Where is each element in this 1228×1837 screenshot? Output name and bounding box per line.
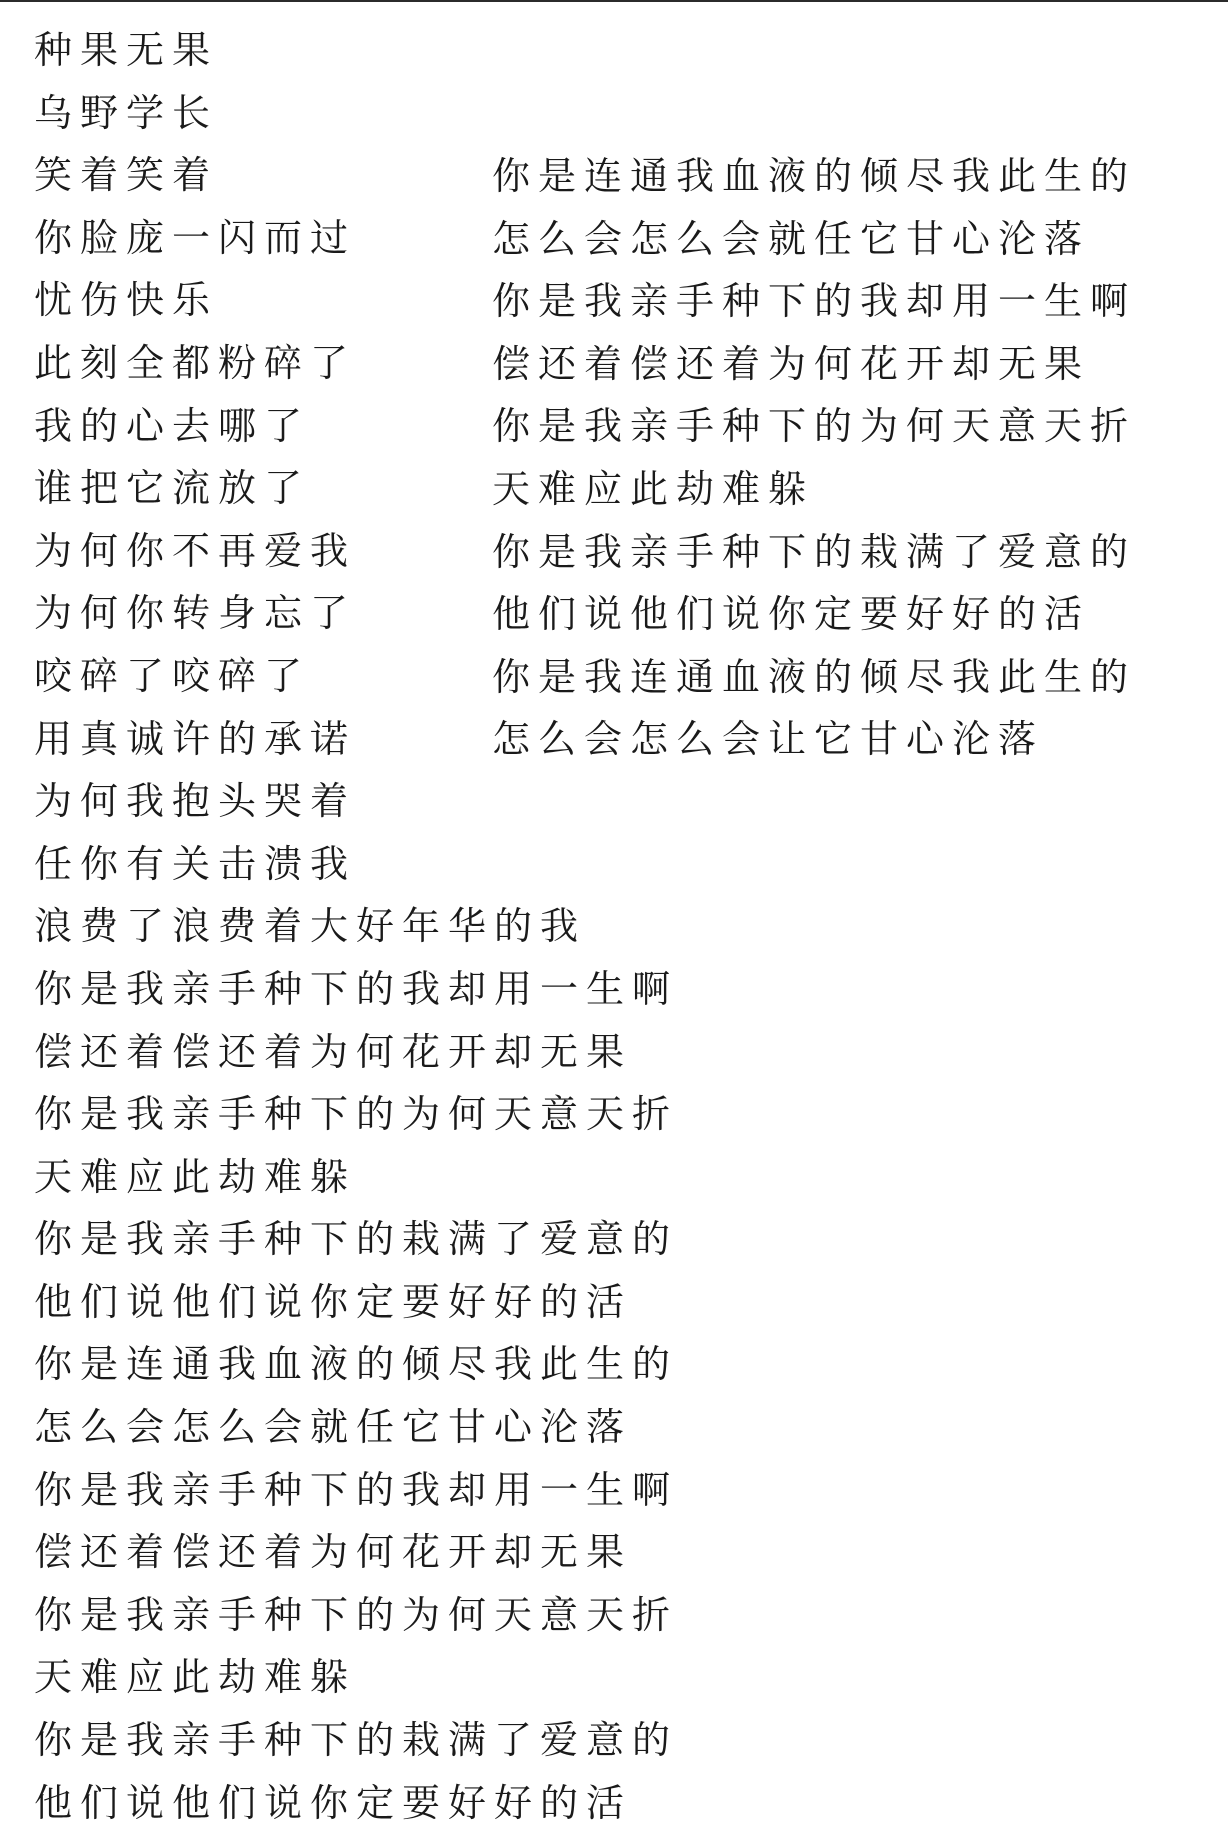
lyric-line: 天难应此劫难躲 <box>34 1655 357 1700</box>
lyric-line: 你是我亲手种下的为何天意天折 <box>34 1592 679 1637</box>
lyric-line: 你是我亲手种下的我却用一生啊 <box>34 1467 679 1512</box>
lyric-line: 你是我亲手种下的为何天意天折 <box>34 1092 679 1137</box>
lyric-line: 乌野学长 <box>34 90 219 135</box>
lyric-line: 浪费了浪费着大好年华的我 <box>34 904 587 949</box>
lyric-line: 谁把它流放了 <box>34 466 311 511</box>
lyric-line: 咬碎了咬碎了 <box>34 653 311 698</box>
lyric-line: 此刻全都粉碎了 <box>34 340 357 385</box>
lyric-line: 他们说他们说你定要好好的活 <box>34 1780 633 1825</box>
lyric-line: 怎么会怎么会就任它甘心沦落 <box>492 216 1091 261</box>
lyric-line: 你是我亲手种下的栽满了爱意的 <box>34 1217 679 1262</box>
lyric-line: 我的心去哪了 <box>34 403 311 448</box>
lyric-line: 你是我亲手种下的我却用一生啊 <box>34 966 679 1011</box>
lyric-line: 你是我连通血液的倾尽我此生的 <box>492 654 1137 699</box>
lyric-line: 偿还着偿还着为何花开却无果 <box>492 341 1091 386</box>
lyric-line: 你是连通我血液的倾尽我此生的 <box>492 154 1137 198</box>
lyric-line: 他们说他们说你定要好好的活 <box>34 1279 633 1324</box>
lyric-line: 怎么会怎么会就任它甘心沦落 <box>34 1405 633 1450</box>
lyric-line: 天难应此劫难躲 <box>34 1154 357 1199</box>
lyric-line: 怎么会怎么会让它甘心沦落 <box>492 717 1045 762</box>
lyric-line: 偿还着偿还着为何花开却无果 <box>34 1029 633 1074</box>
lyric-line: 你是连通我血液的倾尽我此生的 <box>34 1342 679 1387</box>
lyric-line: 偿还着偿还着为何花开却无果 <box>34 1530 633 1575</box>
lyric-line: 你是我亲手种下的栽满了爱意的 <box>34 1718 679 1763</box>
lyric-line: 任你有关击溃我 <box>34 841 357 886</box>
lyric-line: 用真诚许的承诺 <box>34 716 357 761</box>
lyric-line: 笑着笑着 <box>34 153 219 198</box>
lyric-line: 你是我亲手种下的为何天意天折 <box>492 404 1137 449</box>
lyrics-right-column <box>492 148 1136 774</box>
lyric-line: 忧伤快乐 <box>34 278 219 323</box>
lyric-line: 种果无果 <box>34 28 219 72</box>
lyric-line: 为何你不再爱我 <box>34 528 357 573</box>
lyric-line: 天难应此劫难躲 <box>492 466 815 511</box>
lyric-line: 你是我亲手种下的我却用一生啊 <box>492 279 1137 324</box>
lyric-line: 为何我抱头哭着 <box>34 779 357 824</box>
lyric-line: 你脸庞一闪而过 <box>34 215 357 260</box>
lyric-line: 他们说他们说你定要好好的活 <box>492 592 1091 637</box>
lyric-line: 你是我亲手种下的栽满了爱意的 <box>492 529 1137 574</box>
lyric-line: 为何你转身忘了 <box>34 591 357 636</box>
